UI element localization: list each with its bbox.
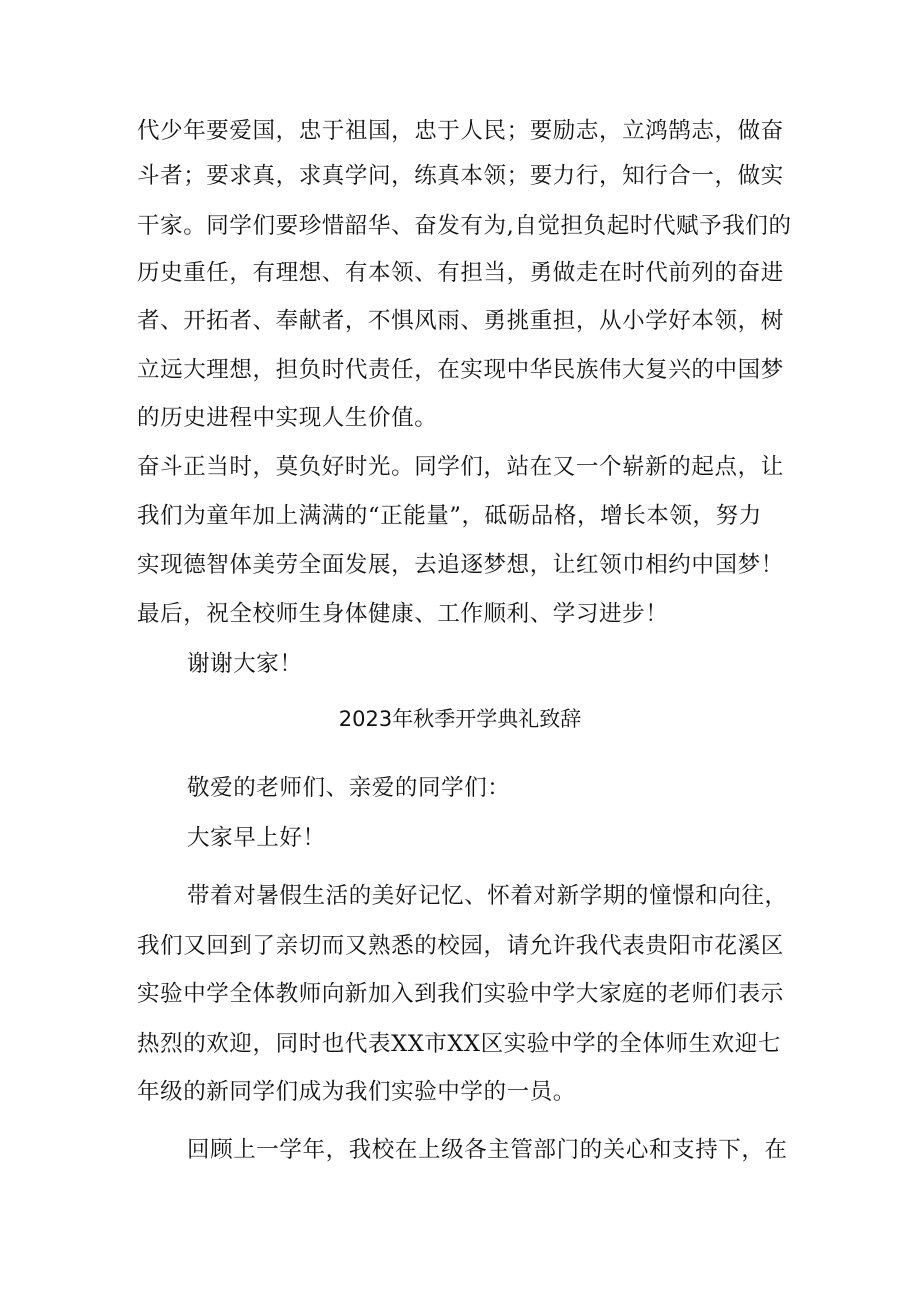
text-line: 年级的新同学们成为我们实验中学的一员。 (137, 1079, 576, 1105)
text-line: 的历史进程中实现人生价值。 (137, 405, 438, 431)
text-line: 斗者；要求真，求真学问，练真本领；要力行，知行合一，做实 (137, 163, 784, 189)
text-line: 干家。同学们要珍惜韶华、奋发有为,自觉担负起时代赋予我们的 (137, 213, 792, 239)
text-line: 我们为童年加上满满的“正能量”，砥砺品格，增长本领，努力 (137, 503, 762, 529)
text-line: 代少年要爱国，忠于祖国，忠于人民；要励志，立鸿鹄志，做奋 (137, 118, 784, 144)
text-line: 热烈的欢迎，同时也代表XX市XX区实验中学的全体师生欢迎七 (137, 1031, 781, 1057)
text-line: 历史重任，有理想、有本领、有担当，勇做走在时代前列的奋进 (137, 260, 784, 286)
text-line: 实验中学全体教师向新加入到我们实验中学大家庭的老师们表示 (137, 981, 784, 1007)
text-line: 最后，祝全校师生身体健康、工作顺利、学习进步！ (137, 601, 669, 627)
speech-greeting: 敬爱的老师们、亲爱的同学们： (187, 775, 511, 801)
text-line: 回顾上一学年，我校在上级各主管部门的关心和支持下，在 (187, 1137, 788, 1163)
closing-thanks: 谢谢大家！ (187, 651, 303, 677)
text-line: 立远大理想，担负时代责任，在实现中华民族伟大复兴的中国梦 (137, 357, 784, 383)
text-line: 者、开拓者、奉献者，不惧风雨、勇挑重担，从小学好本领，树 (137, 308, 784, 334)
text-line: 奋斗正当时，莫负好时光。同学们，站在又一个崭新的起点，让 (137, 454, 784, 480)
speech-salutation: 大家早上好！ (187, 825, 326, 851)
text-line: 我们又回到了亲切而又熟悉的校园，请允许我代表贵阳市花溪区 (137, 933, 784, 959)
text-line: 实现德智体美劳全面发展，去追逐梦想，让红领巾相约中国梦！ (137, 552, 784, 578)
speech-title: 2023年秋季开学典礼致辞 (338, 707, 582, 731)
text-line: 带着对暑假生活的美好记忆、怀着对新学期的憧憬和向往， (187, 883, 788, 909)
